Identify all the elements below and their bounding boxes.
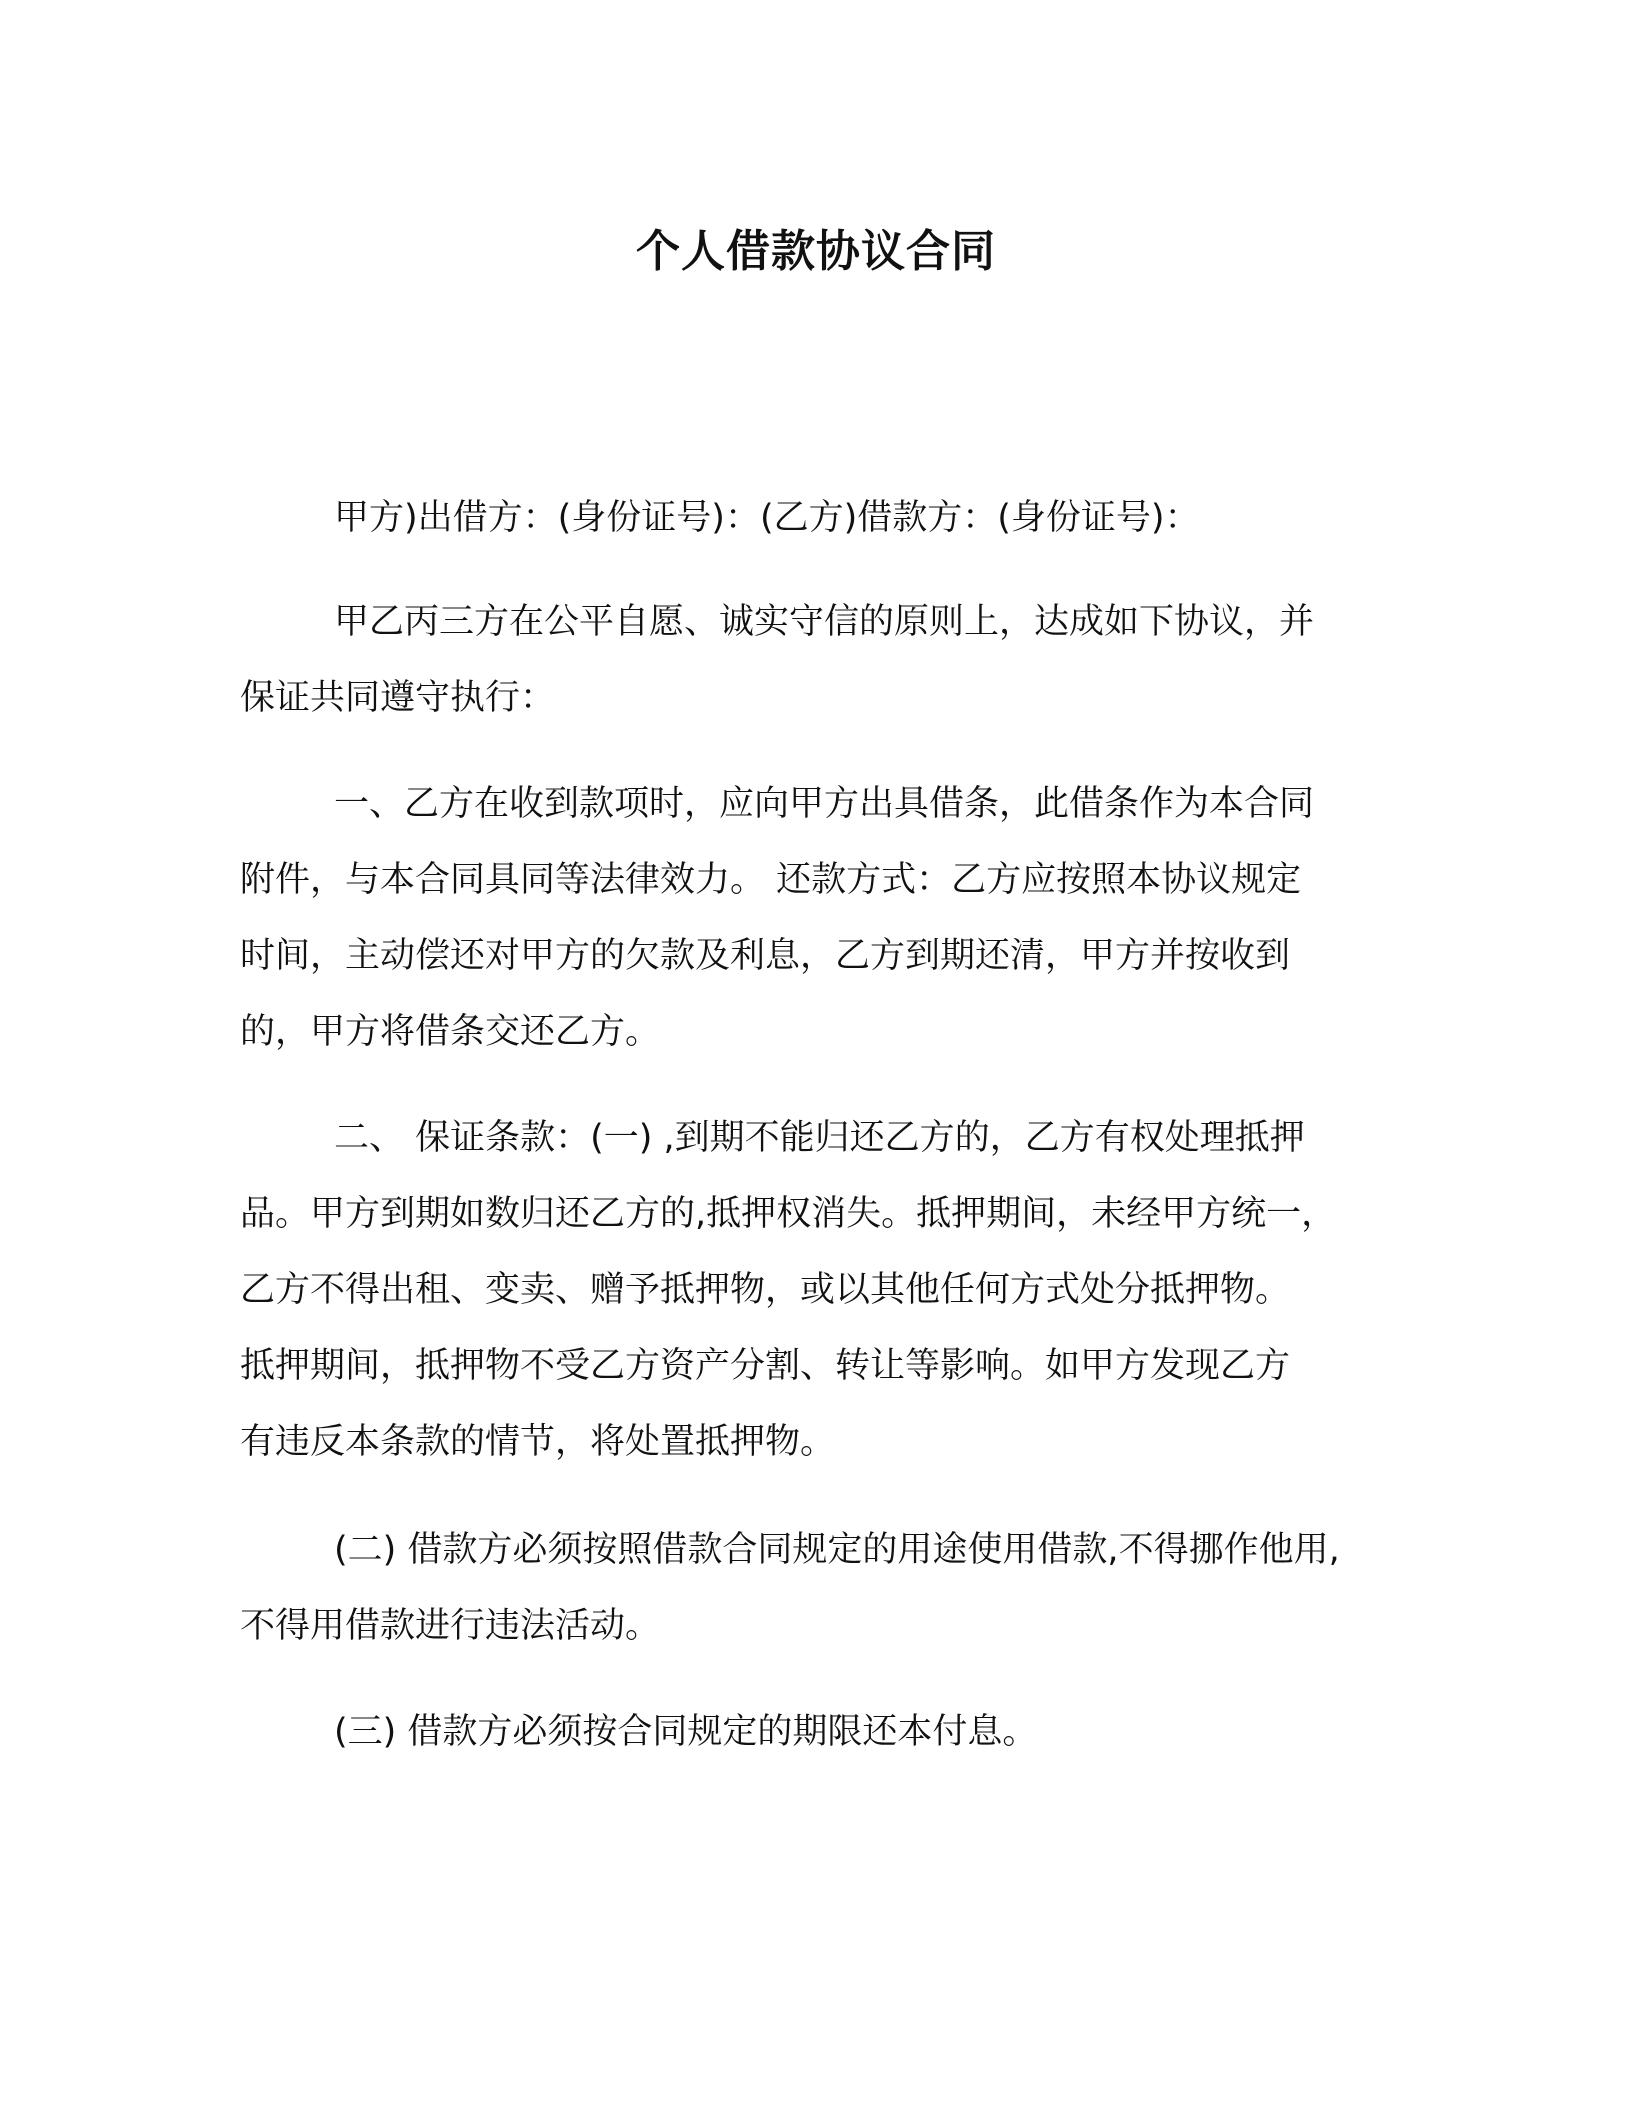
clause-2-paragraph — [240, 1100, 1420, 1480]
paragraph-line: 的，甲方将借条交还乙方。 — [240, 1012, 661, 1052]
paragraph-line: 甲乙丙三方在公平自愿、诚实守信的原则上，达成如下协议，并 — [334, 602, 1315, 642]
paragraph-line: 一、乙方在收到款项时，应向甲方出具借条，此借条作为本合同 — [334, 784, 1315, 824]
clause-2-2-paragraph — [240, 1512, 1420, 1664]
preamble-paragraph — [240, 584, 1420, 736]
clause-2-3-paragraph — [240, 1694, 1420, 1770]
paragraph-line: 乙方不得出租、变卖、赠予抵押物，或以其他任何方式处分抵押物。 — [240, 1270, 1291, 1310]
paragraph-line: 不得用借款进行违法活动。 — [240, 1606, 661, 1646]
paragraph-line: 有违反本条款的情节，将处置抵押物。 — [240, 1422, 836, 1462]
paragraph-line: (二) 借款方必须按照借款合同规定的用途使用借款,不得挪作他用, — [334, 1530, 1340, 1570]
paragraph-line: 时间，主动偿还对甲方的欠款及利息，乙方到期还清，甲方并按收到 — [240, 936, 1291, 976]
paragraph-line: 品。甲方到期如数归还乙方的,抵押权消失。抵押期间，未经甲方统一， — [240, 1194, 1337, 1234]
clause-1-paragraph — [240, 766, 1420, 1070]
paragraph-line: 保证共同遵守执行： — [240, 678, 556, 718]
parties-paragraph — [240, 480, 1420, 556]
paragraph-line: 附件，与本合同具同等法律效力。 还款方式：乙方应按照本协议规定 — [240, 860, 1302, 900]
document-title: 个人借款协议合同 — [636, 226, 996, 277]
paragraph-line: 抵押期间，抵押物不受乙方资产分割、转让等影响。如甲方发现乙方 — [240, 1346, 1291, 1386]
paragraph-line: 甲方)出借方：(身份证号)：(乙方)借款方：(身份证号)： — [334, 498, 1200, 538]
paragraph-line: (三) 借款方必须按合同规定的期限还本付息。 — [334, 1712, 1038, 1752]
paragraph-line: 二、 保证条款：(一) ,到期不能归还乙方的，乙方有权处理抵押 — [334, 1118, 1305, 1158]
